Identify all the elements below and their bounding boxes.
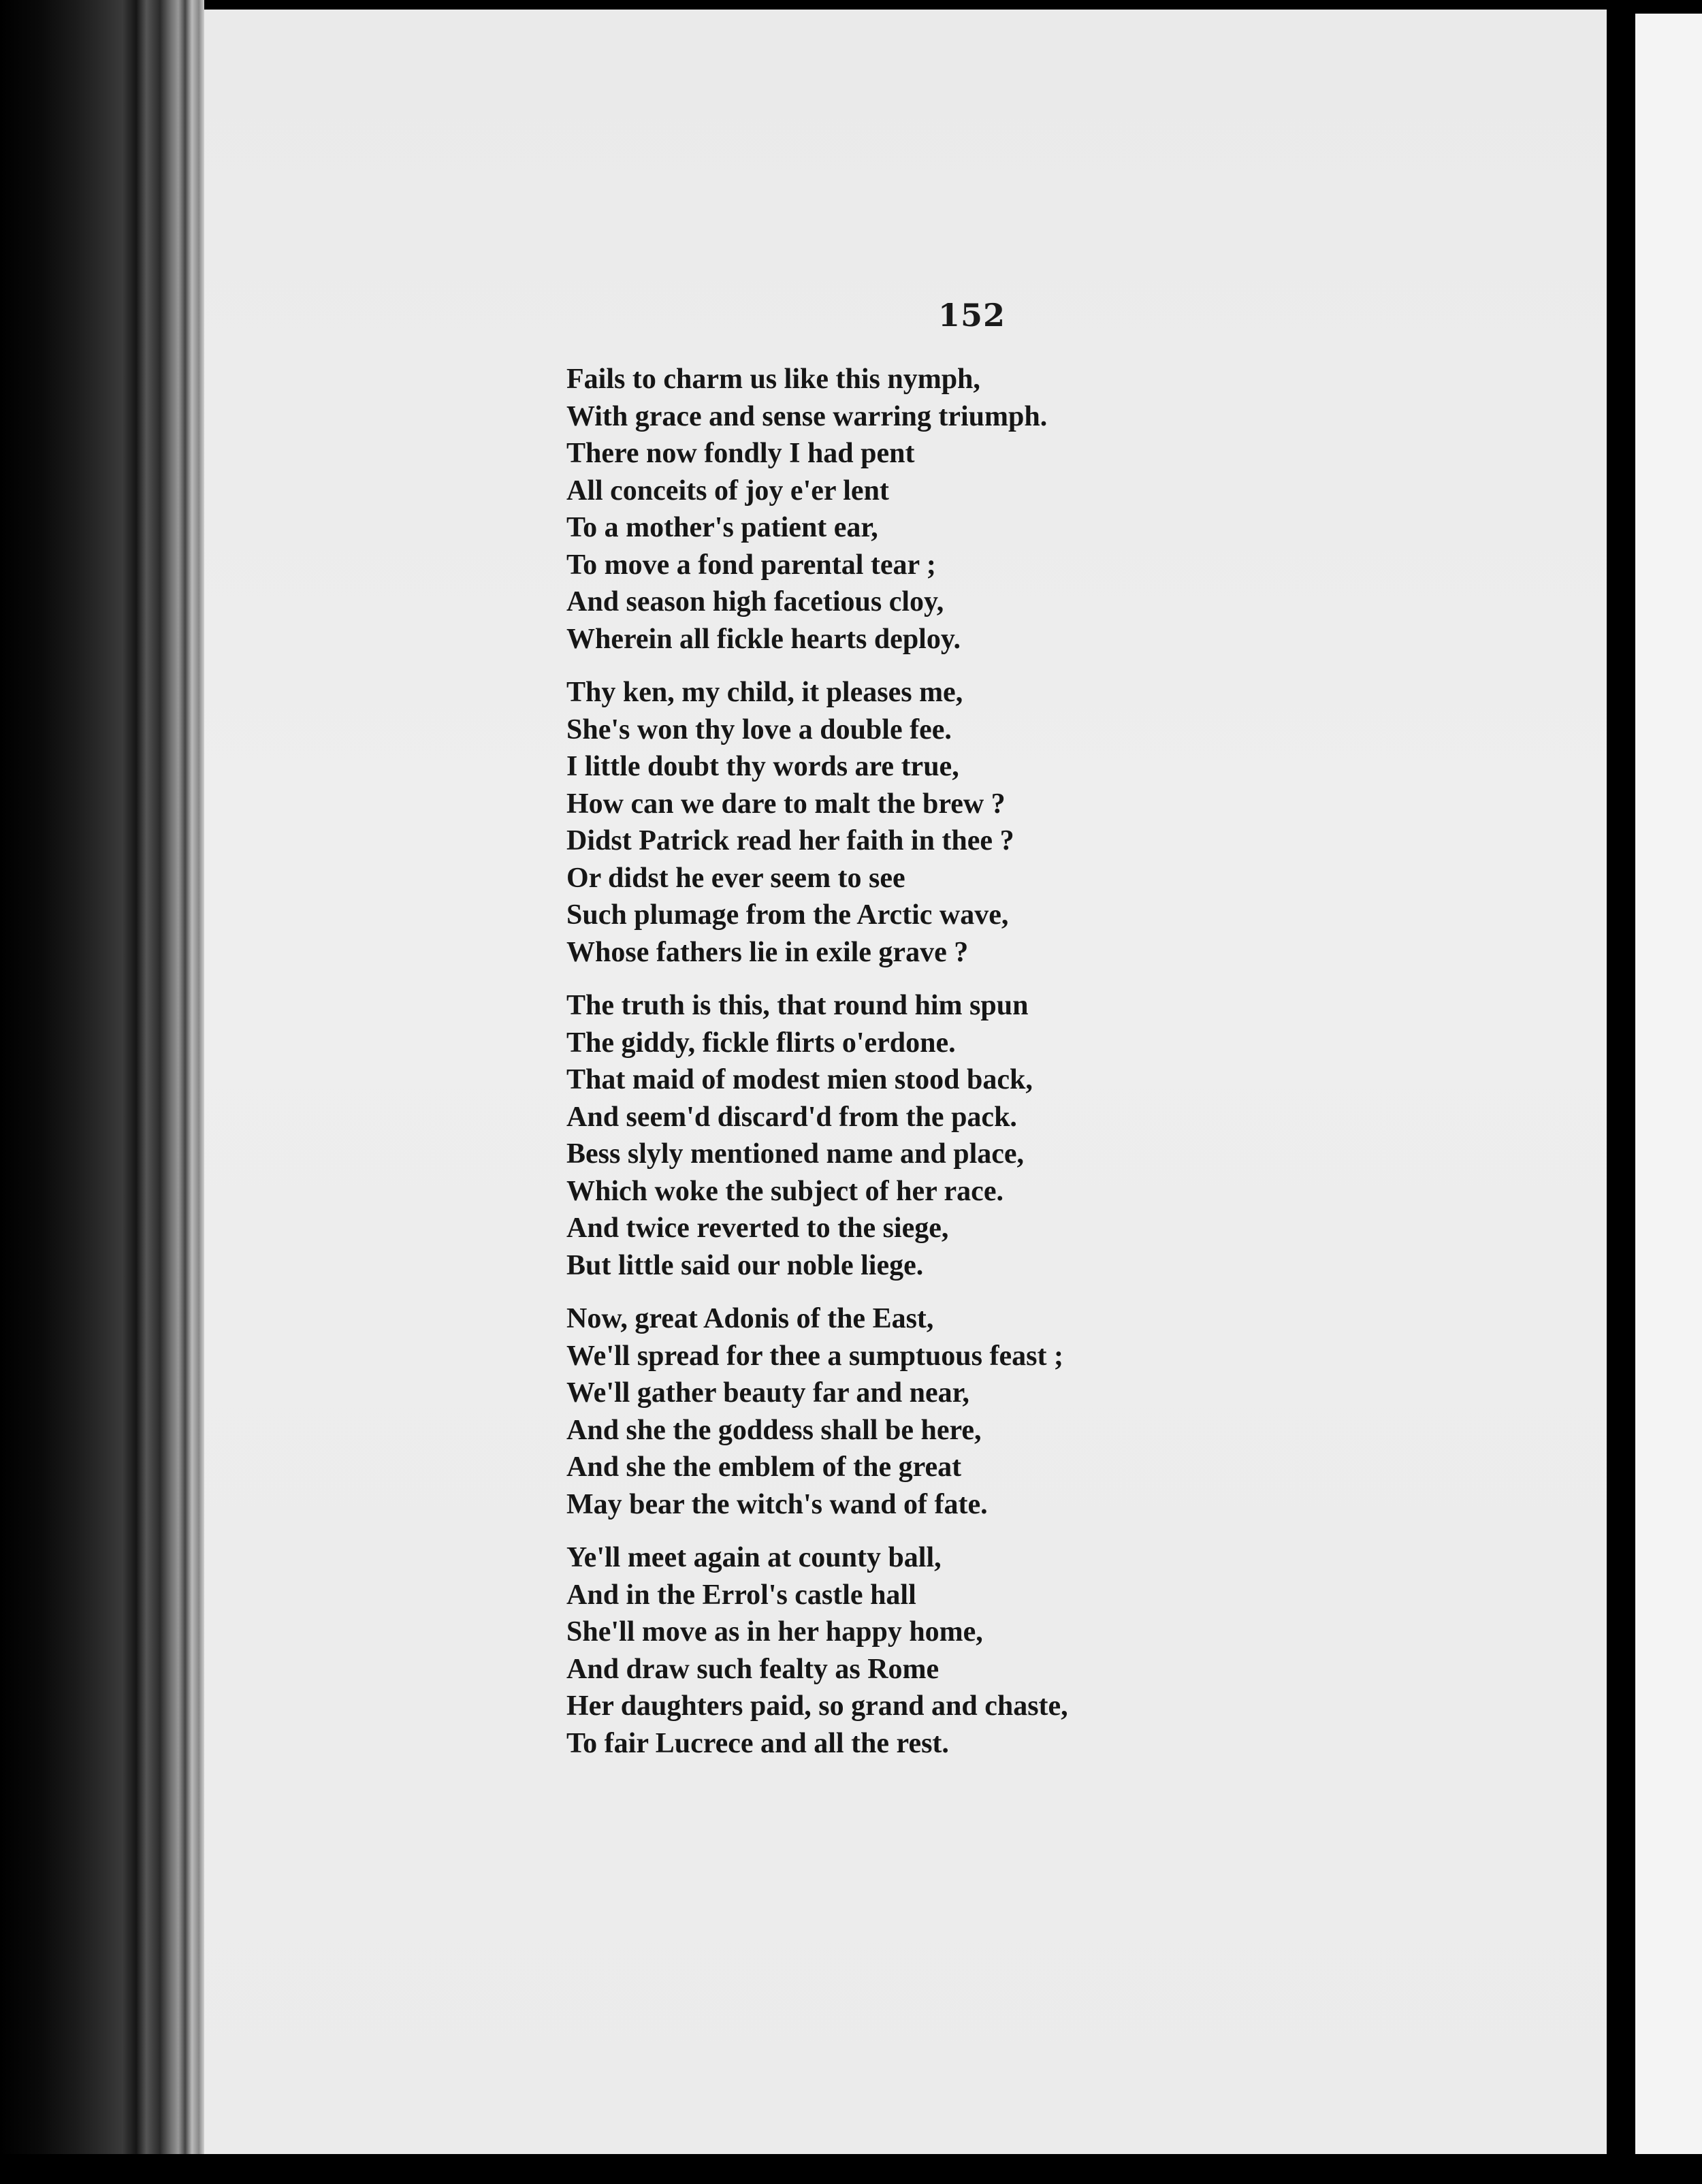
poem-line: We'll gather beauty far and near, [566, 1377, 969, 1409]
poem-line: She's won thy love a double fee. [566, 713, 952, 745]
poem-line: To move a fond parental tear ; [566, 549, 936, 581]
poem-line: Thy ken, my child, it pleases me, [566, 677, 963, 708]
poem-line: And season high facetious cloy, [566, 586, 944, 617]
poem-line: The truth is this, that round him spun [566, 990, 1029, 1021]
poem-line: And she the emblem of the great [566, 1451, 962, 1483]
stanza [566, 987, 1247, 1284]
facing-page-edge [1635, 14, 1702, 2172]
poem-line: Her daughters paid, so grand and chaste, [566, 1690, 1068, 1722]
poem-text [566, 361, 1247, 1778]
poem-line: Such plumage from the Arctic wave, [566, 899, 1009, 931]
poem-line: Bess slyly mentioned name and place, [566, 1138, 1025, 1170]
poem-line: To fair Lucrece and all the rest. [566, 1727, 949, 1759]
poem-line: Or didst he ever seem to see [566, 862, 905, 894]
poem-line: Now, great Adonis of the East, [566, 1303, 934, 1334]
poem-line: To a mother's patient ear, [566, 512, 878, 543]
scan-border [0, 2154, 1702, 2184]
stanza [566, 1539, 1247, 1762]
poem-line: We'll spread for thee a sumptuous feast ; [566, 1340, 1063, 1372]
poem-line: But little said our noble liege. [566, 1249, 924, 1281]
poem-line: Fails to charm us like this nymph, [566, 364, 980, 395]
poem-line: And she the goddess shall be here, [566, 1414, 982, 1446]
poem-line: She'll move as in her happy home, [566, 1616, 983, 1648]
poem-line: Didst Patrick read her faith in thee ? [566, 825, 1014, 856]
poem-line: I little doubt thy words are true, [566, 751, 959, 782]
poem-line: May bear the witch's wand of fate. [566, 1488, 988, 1520]
poem-line: Wherein all fickle hearts deploy. [566, 623, 961, 655]
poem-line: All conceits of joy e'er lent [566, 475, 889, 507]
poem-line: And twice reverted to the siege, [566, 1213, 949, 1244]
stanza [566, 674, 1247, 971]
poem-line: The giddy, fickle flirts o'erdone. [566, 1027, 956, 1059]
poem-line: With grace and sense warring triumph. [566, 400, 1048, 432]
poem-line: Which woke the subject of her race. [566, 1175, 1003, 1207]
page-gutter [1608, 0, 1635, 2184]
page-number: 152 [938, 297, 1006, 334]
poem-line: Ye'll meet again at county ball, [566, 1542, 942, 1573]
stanza [566, 1300, 1247, 1523]
poem-line: How can we dare to malt the brew ? [566, 788, 1006, 820]
poem-line: There now fondly I had pent [566, 438, 915, 469]
poem-line: And seem'd discard'd from the pack. [566, 1101, 1017, 1133]
poem-line: That maid of modest mien stood back, [566, 1064, 1033, 1095]
poem-line: And in the Errol's castle hall [566, 1579, 916, 1611]
stanza [566, 361, 1247, 658]
poem-line: Whose fathers lie in exile grave ? [566, 936, 969, 968]
book-page-edges [0, 0, 204, 2184]
poem-line: And draw such fealty as Rome [566, 1653, 940, 1685]
